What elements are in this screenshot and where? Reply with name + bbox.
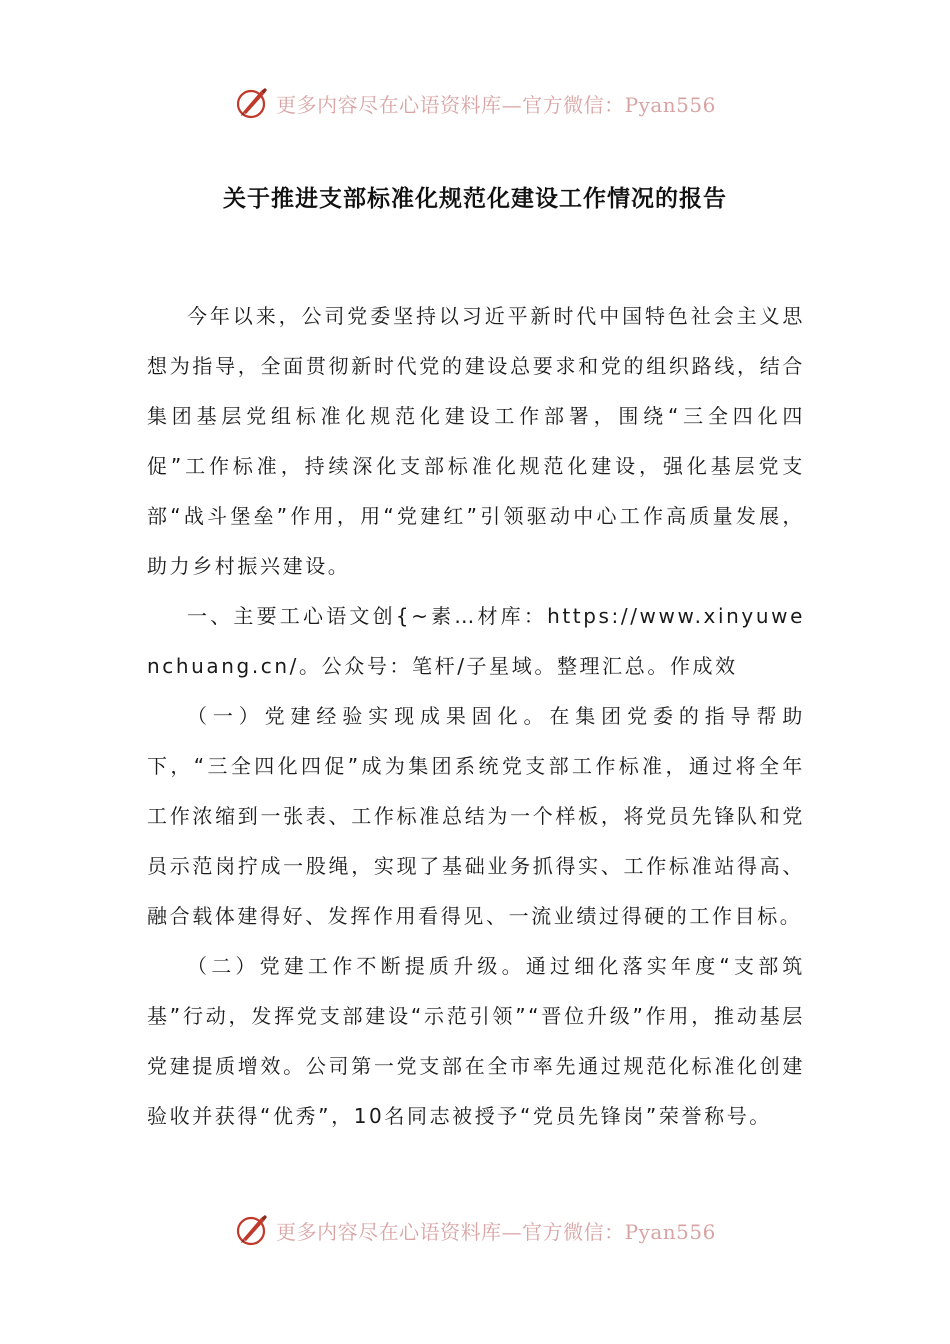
pen-logo-icon	[234, 1212, 270, 1248]
header-watermark-text: 更多内容尽在心语资料库—官方微信：Pyan556	[276, 92, 716, 117]
paragraph-intro: 今年以来，公司党委坚持以习近平新时代中国特色社会主义思想为指导，全面贯彻新时代党的建设总要求和党的组织路线，结合集团基层党组标准化规范化建设工作部署，围绕“三全四化四促”工作标准，持续深化支部标准化规范化建设，强化基层党支部“战斗堡垒”作用，用“党建红”引领驱动中心工作高质量发展，助力乡村振兴建设。	[147, 304, 805, 578]
paragraph-item-1: （一）党建经验实现成果固化。在集团党委的指导帮助下，“三全四化四促”成为集团系统党支部工作标准，通过将全年工作浓缩到一张表、工作标准总结为一个样板，将党员先锋队和党员示范岗拧成一股绳，实现了基础业务抓得实、工作标准站得高、融合载体建得好、发挥作用看得见、一流业绩过得硬的工作目标。	[147, 704, 805, 928]
pen-logo-icon	[234, 85, 270, 121]
footer-watermark-banner	[0, 1210, 950, 1250]
footer-watermark-text: 更多内容尽在心语资料库—官方微信：Pyan556	[276, 1219, 716, 1244]
header-watermark-banner	[0, 83, 950, 123]
paragraph-section-heading: 一、主要工心语文创{~素…材库：https://www.xinyuwenchuang.cn/。公众号：笔杆/子星域。整理汇总。作成效	[147, 604, 805, 678]
paragraph-item-2: （二）党建工作不断提质升级。通过细化落实年度“支部筑基”行动，发挥党支部建设“示范引领”“晋位升级”作用，推动基层党建提质增效。公司第一党支部在全市率先通过规范化标准化创建验收并获得“优秀”，10名同志被授予“党员先锋岗”荣誉称号。	[147, 954, 805, 1128]
document-body	[147, 291, 805, 1141]
document-title: 关于推进支部标准化规范化建设工作情况的报告	[223, 186, 727, 212]
